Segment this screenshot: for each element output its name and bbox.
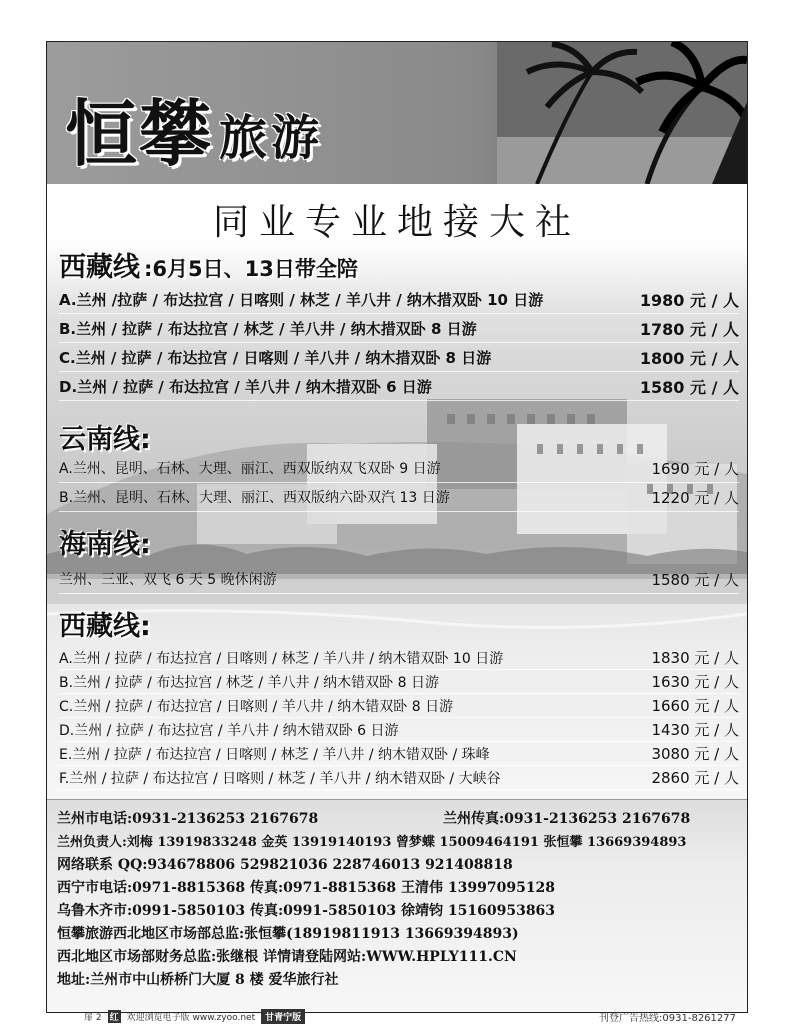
route-name: A.兰州 /拉萨 / 布达拉宫 / 日喀则 / 林芝 / 羊八井 / 纳木措双卧 10 日游	[59, 290, 544, 309]
section-title: 云南线:	[59, 424, 151, 455]
route-price: 1800 元 / 人	[639, 348, 739, 368]
tibet-escorted-route-list	[59, 285, 739, 401]
route-row	[59, 285, 739, 314]
route-price: 1980 元 / 人	[639, 290, 739, 310]
route-price: 1580 元 / 人	[639, 377, 739, 397]
route-price: 2860 元 / 人	[651, 769, 739, 787]
edition-mark: 红	[108, 1010, 121, 1023]
route-name: F.兰州 / 拉萨 / 布达拉宫 / 日喀则 / 林芝 / 羊八井 / 纳木错双卧 / 大峡谷	[59, 770, 501, 787]
route-row	[59, 565, 739, 594]
lanzhou-phone: 兰州市电话:0931-2136253 2167678	[57, 811, 319, 827]
brand-name-big: 恒攀	[65, 92, 214, 176]
route-price: 3080 元 / 人	[651, 745, 739, 763]
route-price: 1630 元 / 人	[651, 673, 739, 691]
urumqi-contact: 乌鲁木齐市:0991-5850103 传真:0991-5850103 徐靖钧 15160953863	[57, 903, 556, 919]
section-subtitle: :6月5日、13日带全陪	[144, 257, 358, 281]
contact-info-box	[47, 799, 747, 1012]
route-price: 1660 元 / 人	[651, 697, 739, 715]
route-name: B.兰州 / 拉萨 / 布达拉宫 / 林芝 / 羊八井 / 纳木措双卧 8 日游	[59, 319, 477, 338]
section-title-yunnan	[59, 417, 151, 456]
route-price: 1690 元 / 人	[651, 459, 739, 478]
qq-contacts: 网络联系 QQ:934678806 529821036 228746013 921408818	[57, 857, 513, 873]
tibet-route-list	[59, 646, 739, 790]
route-price: 1430 元 / 人	[651, 721, 739, 739]
lanzhou-managers: 兰州负责人:刘梅 13919833248 金英 13919140193 曾梦蝶 15009464191 张恒攀 13669394893	[57, 835, 687, 850]
route-name: C.兰州 / 拉萨 / 布达拉宫 / 日喀则 / 羊八井 / 纳木措双卧 8 日游	[59, 348, 492, 367]
xining-contact: 西宁市电话:0971-8815368 传真:0971-8815368 王清伟 13997095128	[57, 880, 556, 896]
route-name: A.兰州 / 拉萨 / 布达拉宫 / 日喀则 / 林芝 / 羊八井 / 纳木错双卧 10 日游	[59, 650, 504, 667]
ad-hotline: 刊登广告热线:0931-8261277	[599, 1013, 736, 1024]
advertisement-frame	[46, 41, 748, 1013]
brand-header	[47, 42, 747, 184]
palm-trees-image	[497, 42, 747, 184]
route-name: D.兰州 / 拉萨 / 布达拉宫 / 羊八井 / 纳木措双卧 6 日游	[59, 377, 432, 396]
section-title-tibet	[59, 604, 151, 643]
welcome-text: 欢迎浏览电子版 www.zyoo.net	[126, 1013, 256, 1023]
route-row	[59, 694, 739, 718]
route-price: 1220 元 / 人	[651, 488, 739, 507]
section-title: 西藏线	[59, 252, 140, 283]
hainan-route-list	[59, 565, 739, 594]
route-name: 兰州、三亚、双飞 6 天 5 晚休闲游	[59, 572, 277, 588]
section-title-tibet-escorted	[59, 245, 358, 284]
lanzhou-fax: 兰州传真:0931-2136253 2167678	[443, 811, 691, 827]
route-row	[59, 766, 739, 790]
route-row	[59, 314, 739, 343]
route-row	[59, 483, 739, 512]
route-price: 1780 元 / 人	[639, 319, 739, 339]
route-row	[59, 372, 739, 401]
office-address: 地址:兰州市中山桥桥门大厦 8 楼 爱华旅行社	[57, 972, 339, 988]
tagline: 同业专业地接大社	[212, 202, 581, 243]
yunnan-route-list	[59, 454, 739, 512]
page-footer	[46, 1015, 748, 1024]
route-name: A.兰州、昆明、石林、大理、丽江、西双版纳双飞双卧 9 日游	[59, 461, 441, 477]
route-row	[59, 454, 739, 483]
page-number: 扉 2	[84, 1013, 102, 1023]
route-name: E.兰州 / 拉萨 / 布达拉宫 / 日喀则 / 林芝 / 羊八井 / 纳木错双卧 / 珠峰	[59, 746, 490, 763]
section-title-hainan	[59, 522, 151, 561]
route-row	[59, 670, 739, 694]
section-title: 海南线:	[59, 529, 151, 560]
route-row	[59, 646, 739, 670]
brand-title	[65, 50, 324, 176]
route-name: C.兰州 / 拉萨 / 布达拉宫 / 日喀则 / 羊八井 / 纳木错双卧 8 日游	[59, 698, 454, 715]
northwest-director: 恒攀旅游西北地区市场部总监:张恒攀(18919811913 13669394893)	[57, 926, 519, 942]
route-price: 1580 元 / 人	[651, 570, 739, 589]
route-row	[59, 742, 739, 766]
route-name: D.兰州 / 拉萨 / 布达拉宫 / 羊八井 / 纳木错双卧 6 日游	[59, 722, 399, 739]
footer-left	[84, 1009, 305, 1024]
route-name: B.兰州、昆明、石林、大理、丽江、西双版纳六卧双汽 13 日游	[59, 490, 450, 506]
finance-director-website: 西北地区市场部财务总监:张继根 详情请登陆网站:WWW.HPLY111.CN	[57, 949, 517, 965]
brand-name-small: 旅游	[219, 110, 324, 166]
route-name: B.兰州 / 拉萨 / 布达拉宫 / 林芝 / 羊八井 / 纳木错双卧 8 日游	[59, 674, 439, 691]
route-row	[59, 343, 739, 372]
edition-tag: 甘青宁版	[261, 1009, 305, 1024]
route-price: 1830 元 / 人	[651, 649, 739, 667]
route-row	[59, 718, 739, 742]
section-title: 西藏线:	[59, 611, 151, 642]
